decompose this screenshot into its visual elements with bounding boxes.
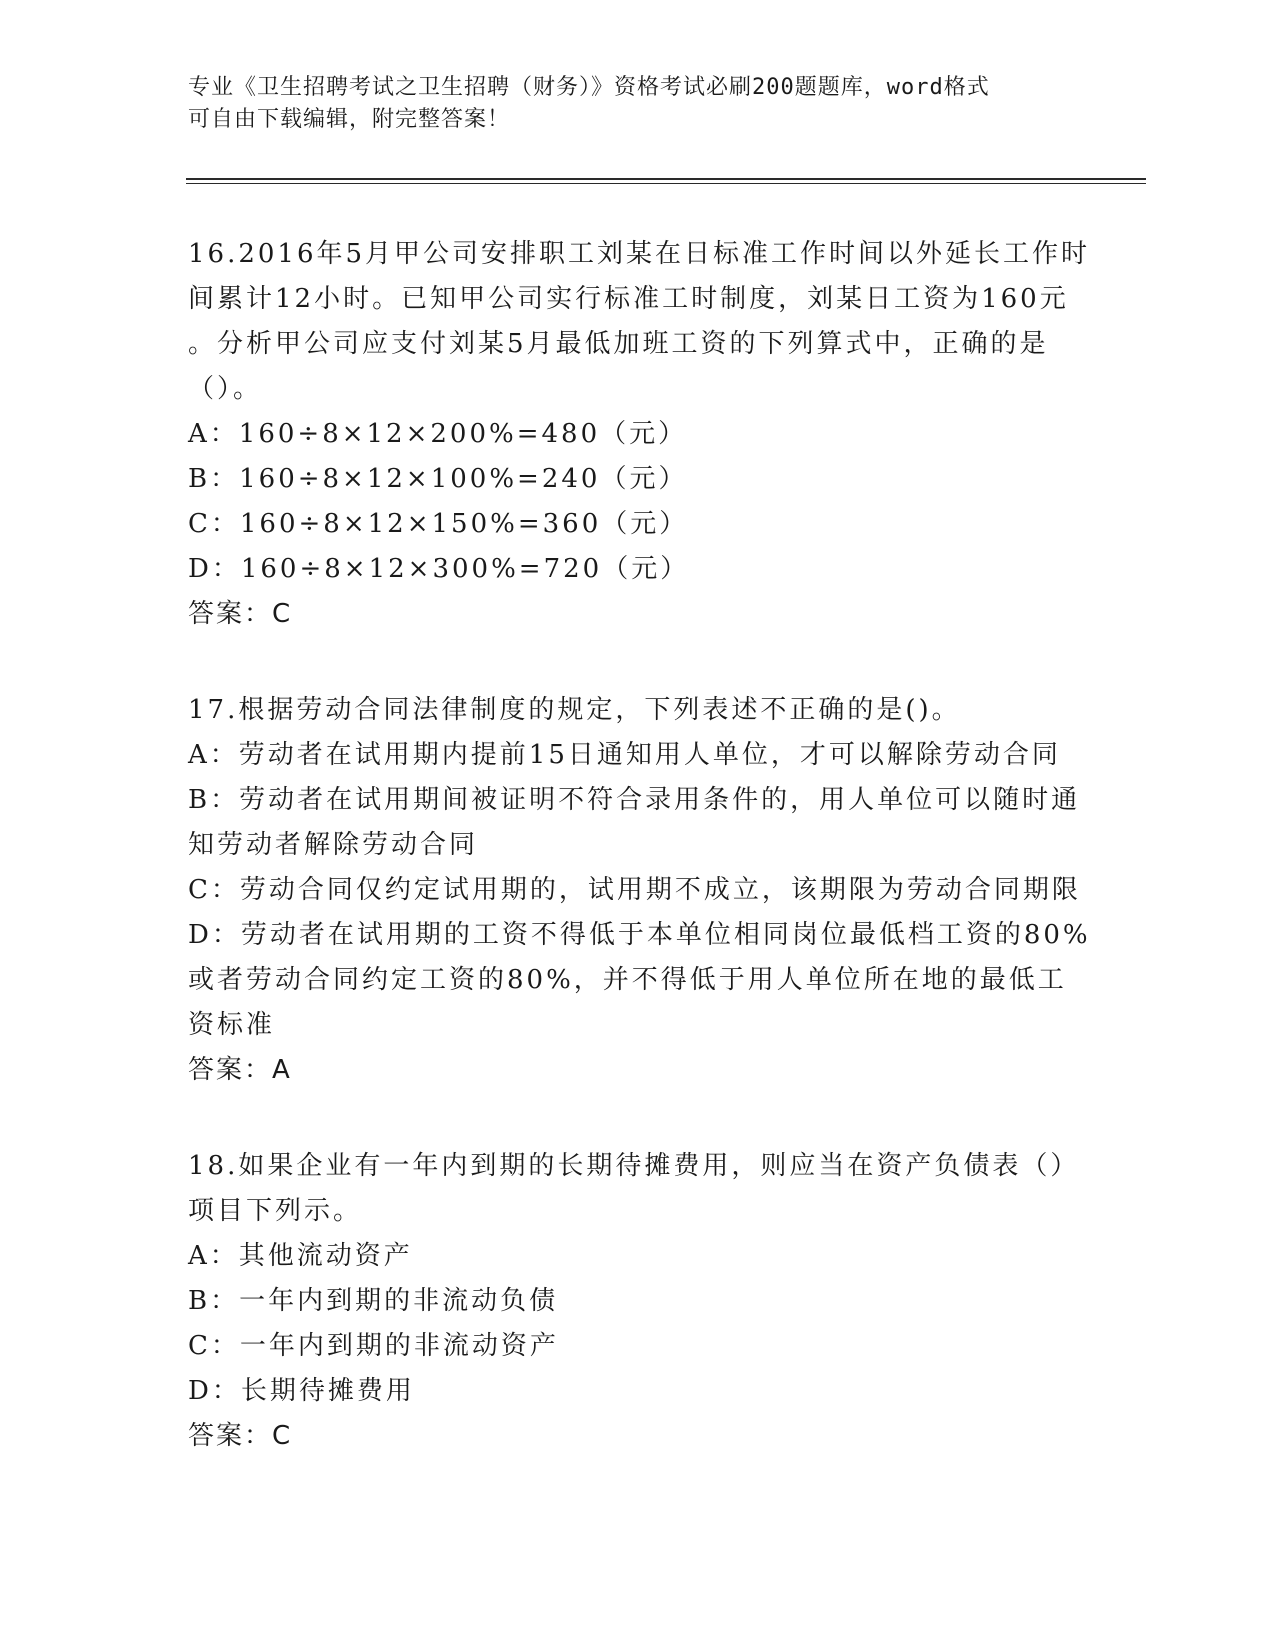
question-16-option-a: A：160÷8×12×200%=480（元） xyxy=(188,419,688,449)
question-17-option-d: D：劳动者在试用期的工资不得低于本单位相同岗位最低档工资的80% xyxy=(188,920,1091,950)
question-18 xyxy=(188,1144,1088,1459)
header-title-line-2: 可自由下载编辑，附完整答案！ xyxy=(188,107,511,132)
question-17-answer: 答案：A xyxy=(188,1055,292,1085)
question-18-option-b: B：一年内到期的非流动负债 xyxy=(188,1286,559,1316)
question-17-option-b: B：劳动者在试用期间被证明不符合录用条件的，用人单位可以随时通 xyxy=(188,785,1081,815)
question-18-answer: 答案：C xyxy=(188,1421,293,1451)
question-18-option-a: A：其他流动资产 xyxy=(188,1241,413,1271)
question-17-option-d-continued: 资标准 xyxy=(188,1010,276,1040)
question-18-stem-line: 18.如果企业有一年内到期的长期待摊费用，则应当在资产负债表（） xyxy=(188,1151,1080,1181)
question-17-option-c: C：劳动合同仅约定试用期的，试用期不成立，该期限为劳动合同期限 xyxy=(188,875,1081,905)
question-17-option-a: A：劳动者在试用期内提前15日通知用人单位，才可以解除劳动合同 xyxy=(188,740,1061,770)
question-18-option-d: D：长期待摊费用 xyxy=(188,1376,415,1406)
question-16 xyxy=(188,232,1091,637)
question-16-stem-line: 间累计12小时。已知甲公司实行标准工时制度，刘某日工资为160元 xyxy=(188,284,1069,314)
header-title-line-1: 专业《卫生招聘考试之卫生招聘（财务）》资格考试必刷200题题库，word格式 xyxy=(188,75,990,100)
question-16-option-c: C：160÷8×12×150%=360（元） xyxy=(188,509,689,539)
question-17-stem-line: 17.根据劳动合同法律制度的规定，下列表述不正确的是()。 xyxy=(188,695,961,725)
question-17-option-d-continued: 或者劳动合同约定工资的80%，并不得低于用人单位所在地的最低工 xyxy=(188,965,1067,995)
question-16-stem-line: 。分析甲公司应支付刘某5月最低加班工资的下列算式中，正确的是 xyxy=(188,329,1049,359)
header-divider-thick xyxy=(186,178,1146,180)
question-17 xyxy=(188,688,1091,1093)
question-17-option-b-continued: 知劳动者解除劳动合同 xyxy=(188,830,479,860)
question-16-stem-line: 16.2016年5月甲公司安排职工刘某在日标准工作时间以外延长工作时 xyxy=(188,239,1091,269)
question-16-answer: 答案：C xyxy=(188,599,293,629)
question-18-option-c: C：一年内到期的非流动资产 xyxy=(188,1331,559,1361)
question-16-option-d: D：160÷8×12×300%=720（元） xyxy=(188,554,690,584)
question-16-stem-line: （）。 xyxy=(188,374,263,404)
header-divider-thin xyxy=(186,183,1146,184)
question-16-option-b: B：160÷8×12×100%=240（元） xyxy=(188,464,688,494)
question-18-stem-line: 项目下列示。 xyxy=(188,1196,363,1226)
document-header xyxy=(188,72,1068,136)
